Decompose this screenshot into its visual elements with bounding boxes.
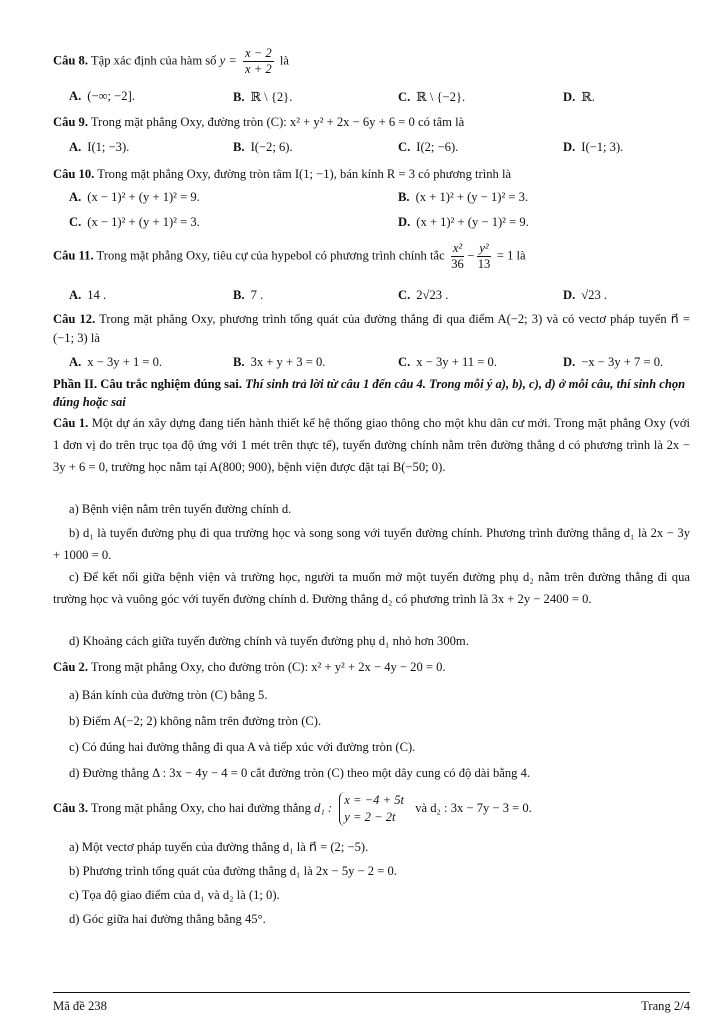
question-tail: là — [279, 53, 289, 68]
tf-question-1 — [53, 412, 690, 478]
option-c: C. ℝ \ {−2}. — [398, 90, 466, 104]
tf1-item-d: d) Khoảng cách giữa tuyến đường chính và tuyến đường phụ d₁ nhỏ hơn 300m. — [69, 634, 469, 648]
question-text: Trong mặt phẳng Oxy, đường tròn tâm I(1; −1), bán kính R = 3 có phương trình là — [97, 167, 512, 181]
option-d: D. I(−1; 3). — [563, 140, 624, 154]
question-label: Câu 12. — [53, 312, 96, 326]
option-b: B. (x + 1)² + (y − 1)² = 3. — [398, 190, 529, 204]
question-text: Trong mặt phẳng Oxy, đường tròn (C): x² + y² + 2x − 6y + 6 = 0 có tâm là — [90, 115, 465, 129]
options-q8 — [53, 89, 690, 109]
option-b: B. I(−2; 6). — [233, 140, 293, 154]
tf3-item-a: a) Một vectơ pháp tuyến của đường thẳng d₁ là n⃗ = (2; −5). — [69, 840, 369, 854]
question-tail: và d₂ : 3x − 7y − 3 = 0. — [415, 800, 532, 815]
option-b: B. 3x + y + 3 = 0. — [233, 355, 326, 369]
numerator: x − 2 — [245, 46, 272, 60]
option-a: A. (−∞; −2]. — [69, 89, 135, 103]
question-text: Một dự án xây dựng đang tiến hành thiết kế hệ thống giao thông cho một khu dân cư mới. Trong mặt phẳng Oxy (với 1 đơn vị đo trên trục tọa độ ứng với 1 mét trên thực tế), tuyến đường chính nằm trên đường thẳng d có phương trình là 2x − 3y + 6 = 0, trường học nằm tại A(800; 900), bệnh viện được đặt tại B(−50; 0). — [53, 416, 690, 474]
options-q12 — [53, 355, 690, 375]
question-8 — [53, 46, 690, 77]
section-heading — [53, 375, 690, 411]
question-tail: = 1 là — [496, 248, 526, 263]
tf-question-3: Câu 3. Trong mặt phẳng Oxy, cho hai đường thẳng d₁ : x = −4 + 5t y = 2 − 2t và d₂ : 3x − 7y − 3 = 0. — [53, 793, 532, 824]
fraction-y: $\frac{\text{y²}}{13}$ — [477, 241, 491, 271]
option-d: D. ℝ. — [563, 90, 595, 104]
tf3-item-d: d) Góc giữa hai đường thẳng bằng 45°. — [69, 912, 266, 926]
question-text: Trong mặt phẳng Oxy, cho đường tròn (C): x² + y² + 2x − 4y − 20 = 0. — [90, 660, 446, 674]
options-q10-row1 — [53, 190, 690, 210]
option-d: D. √23 . — [563, 288, 608, 302]
tf2-item-c: c) Có đúng hai đường thẳng đi qua A và tiếp xúc với đường tròn (C). — [69, 740, 416, 754]
fraction-x: $\frac{\text{x²}}{36}$ — [451, 241, 464, 271]
option-c: C. I(2; −6). — [398, 140, 459, 154]
tf2-item-a: a) Bán kính của đường tròn (C) bằng 5. — [69, 688, 268, 702]
question-label: Câu 3. — [53, 800, 88, 815]
question-12 — [53, 310, 690, 348]
page-number: Trang 2/4 — [641, 999, 690, 1013]
page-footer — [53, 992, 690, 1014]
options-q10-row2 — [53, 215, 690, 235]
option-d: D. (x + 1)² + (y − 1)² = 9. — [398, 215, 529, 229]
question-9 — [53, 113, 690, 132]
question-text: Trong mặt phẳng Oxy, phương trình tổng quát của đường thẳng đi qua điểm A(−2; 3) và có vectơ pháp tuyến n⃗ = (−1; 3) là — [53, 312, 690, 345]
question-11: Câu 11. Trong mặt phẳng Oxy, tiêu cự của hypebol có phương trình chính tắc $\frac{\text{x²}}{36}$ − $\frac{\text{y²}}{13}$ = 1 là — [53, 241, 526, 271]
option-b: B. 7 . — [233, 288, 264, 302]
option-c: C. x − 3y + 11 = 0. — [398, 355, 497, 369]
tf3-item-c: c) Tọa độ giao điểm của d₁ và d₂ là (1; 0). — [69, 888, 280, 902]
option-b: B. ℝ \ {2}. — [233, 90, 293, 104]
function-lhs: y = — [219, 53, 237, 68]
question-label: Câu 10. — [53, 167, 95, 181]
parametric-system: x = −4 + 5t y = 2 − 2t — [339, 792, 408, 826]
section-instruction: Thí sinh trả lời từ câu 1 đến câu 4. Trong mỗi ý a), b), c), d) ở mỗi câu, thí sinh chọn đúng hoặc sai — [53, 377, 686, 409]
question-text: Trong mặt phẳng Oxy, cho hai đường thẳng — [90, 800, 311, 815]
option-a: A. 14 . — [69, 288, 107, 302]
question-label: Câu 2. — [53, 660, 88, 674]
tf-question-2 — [53, 658, 690, 677]
option-c: C. (x − 1)² + (y + 1)² = 3. — [69, 215, 200, 229]
question-label: Câu 8. — [53, 53, 88, 68]
fraction — [243, 46, 274, 77]
tf2-item-b: b) Điểm A(−2; 2) không nằm trên đường tròn (C). — [69, 714, 322, 728]
question-text: Trong mặt phẳng Oxy, tiêu cự của hypebol có phương trình chính tắc — [96, 248, 445, 263]
exam-code: Mã đề 238 — [53, 999, 107, 1013]
option-d: D. −x − 3y + 7 = 0. — [563, 355, 664, 369]
question-text: Tập xác định của hàm số — [90, 53, 217, 68]
question-10 — [53, 165, 690, 184]
denominator: x + 2 — [245, 62, 272, 76]
question-label: Câu 1. — [53, 416, 89, 430]
tf2-item-d: d) Đường thẳng Δ : 3x − 4y − 4 = 0 cắt đường tròn (C) theo một dây cung có độ dài bằng 4. — [69, 766, 531, 780]
options-q11 — [53, 288, 690, 308]
section-title: Phần II. Câu trắc nghiệm đúng sai. — [53, 377, 242, 391]
tf1-item-c: c) Để kết nối giữa bệnh viện và trường học, người ta muốn mở một tuyến đường phụ d₂ nằm trên đường thẳng đi qua trường học và vuông góc với tuyến đường chính d. Đường thẳng d₂ có phương trình là 3x + 2y − 2400 = 0. — [53, 570, 690, 606]
tf3-item-b: b) Phương trình tổng quát của đường thẳng d₁ là 2x − 5y − 2 = 0. — [69, 864, 397, 878]
option-c: C. 2√23 . — [398, 288, 449, 302]
tf1-item-b: b) d₁ là tuyến đường phụ đi qua trường học và song song với tuyến đường chính. Phương trình đường thẳng d₁ là 2x − 3y + 1000 = 0. — [53, 526, 690, 562]
option-a: A. I(1; −3). — [69, 140, 130, 154]
question-label: Câu 11. — [53, 248, 94, 263]
option-a: A. (x − 1)² + (y + 1)² = 9. — [69, 190, 200, 204]
options-q9 — [53, 140, 690, 160]
question-label: Câu 9. — [53, 115, 88, 129]
option-a: A. x − 3y + 1 = 0. — [69, 355, 163, 369]
tf1-item-a: a) Bệnh viện nằm trên tuyến đường chính d. — [69, 502, 292, 516]
